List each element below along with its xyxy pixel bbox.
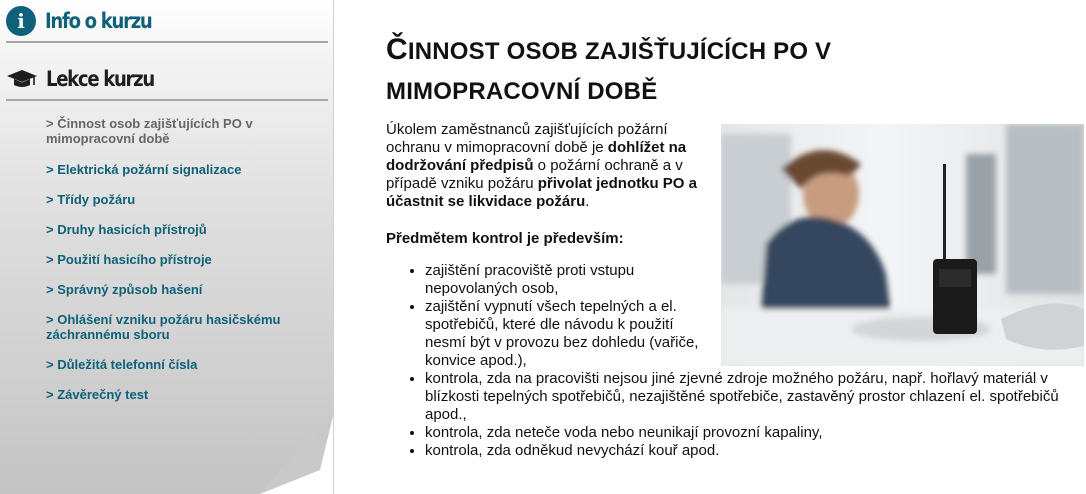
list-item: • kontrola, zda na pracovišti nejsou jiné zjevné zdroje možného požáru, např. hořlavý materiál v blízkosti tepelných spotřebičů, nezajištěné spotřebiče, zastavěný prostor chlazení el. spotřebičů apod., <box>425 370 1080 424</box>
graduation-cap-icon <box>6 68 38 90</box>
lesson-link-eps[interactable]: > Elektrická požární signalizace <box>46 162 242 177</box>
lekce-kurzu-title: Lekce kurzu <box>46 66 154 91</box>
lesson-link-telefonni-cisla[interactable]: > Důležitá telefonní čísla <box>46 357 198 372</box>
list-item: • zajištění vypnutí všech tepelných a el. spotřebičů, které dle návodu k použití nesmí být v provozu bez dohledu (vařiče, konvice apod.), <box>425 298 710 370</box>
lesson-nav <box>46 116 316 417</box>
list-item: • kontrola, zda odněkud nevychází kouř apod. <box>425 442 1080 460</box>
intro-bold-2: přivolat jednotku PO a účastnit se likvidace požáru <box>386 175 697 210</box>
info-o-kurzu-header[interactable] <box>6 1 328 43</box>
lesson-link-zaverecny-test[interactable]: > Závěrečný test <box>46 387 149 402</box>
intro-text-1: Úkolem zaměstnanců zajišťujících požární ochranu v mimopracovní době je <box>386 121 668 156</box>
intro-bold-1: dohlížet na dodržování předpisů <box>386 139 687 174</box>
page-title: ČINNOST OSOB ZAJIŠŤUJÍCÍCH PO V MIMOPRACOVNÍ DOBĚ <box>386 33 832 105</box>
lesson-body <box>386 121 1080 460</box>
list-item: • kontrola, zda neteče voda nebo neunikají provozní kapaliny, <box>425 424 1080 442</box>
intro-paragraph <box>386 121 706 211</box>
lesson-link-ohlaseni-pozaru[interactable]: > Ohlášení vzniku požáru hasičskému záchrannému sboru <box>46 312 281 342</box>
page-title-line2: MIMOPRACOVNÍ DOBĚ <box>386 78 658 105</box>
info-o-kurzu-title: Info o kurzu <box>45 9 152 33</box>
lesson-link-zpusob-haseni[interactable]: > Správný způsob hašení <box>46 282 203 297</box>
lesson-link-tridy-pozaru[interactable]: > Třídy požáru <box>46 192 136 207</box>
lesson-link-druhy-pristroju[interactable]: > Druhy hasicích přístrojů <box>46 222 207 237</box>
lekce-kurzu-header <box>6 58 328 101</box>
control-subheading: Předmětem kontrol je především: <box>386 230 624 247</box>
lesson-link-cinnost[interactable]: > Činnost osob zajišťujících PO v mimopracovní době <box>46 116 253 146</box>
lesson-heading <box>386 30 1082 112</box>
lesson-link-pouziti-pristroje[interactable]: > Použití hasicího přístroje <box>46 252 212 267</box>
intro-text-2: o požární ochraně a v případě vzniku požáru <box>386 157 683 192</box>
control-list <box>386 262 1080 460</box>
info-icon: i <box>6 6 36 36</box>
page-title-line1: INNOST OSOB ZAJIŠŤUJÍCÍCH PO V <box>407 38 832 65</box>
sidebar <box>0 0 334 494</box>
list-item: • zajištění pracoviště proti vstupu nepovolaných osob, <box>425 262 710 298</box>
intro-text-3: . <box>585 193 590 210</box>
